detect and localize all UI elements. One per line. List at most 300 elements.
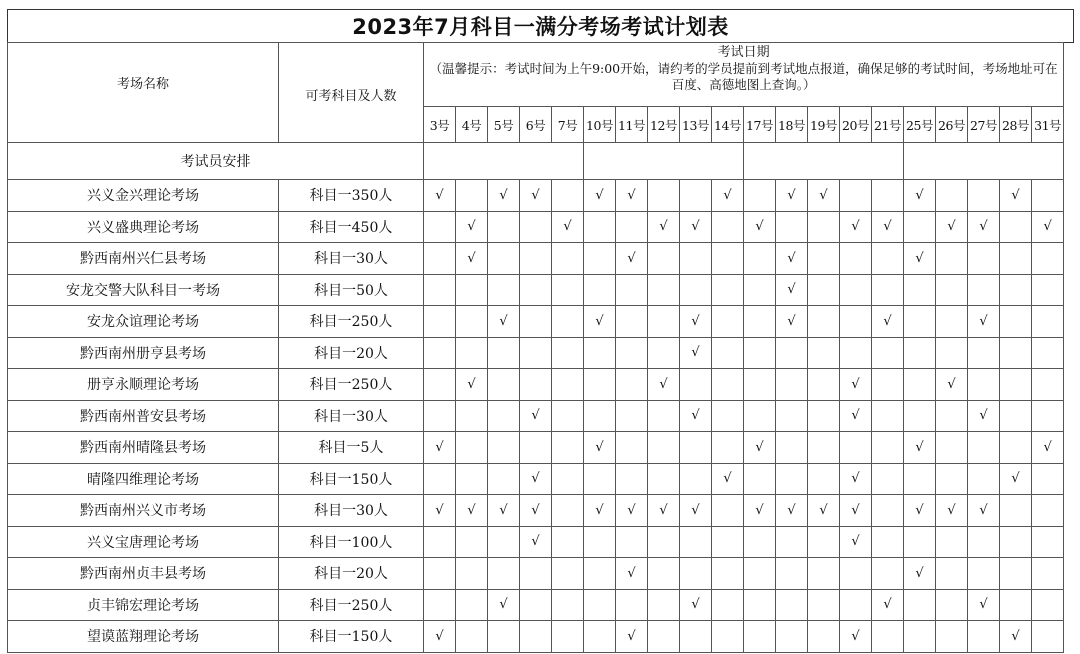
empty-cell — [616, 432, 648, 464]
check-mark: √ — [584, 432, 616, 464]
exam-schedule-table — [7, 42, 1064, 653]
empty-cell — [616, 337, 648, 369]
empty-cell — [712, 243, 744, 275]
empty-cell — [520, 369, 552, 401]
empty-cell — [1000, 337, 1032, 369]
day-header: 20号 — [840, 107, 872, 143]
empty-cell — [872, 432, 904, 464]
empty-cell — [520, 306, 552, 338]
check-mark: √ — [584, 180, 616, 212]
dates-title: 考试日期 — [717, 45, 770, 60]
empty-cell — [936, 306, 968, 338]
empty-cell — [968, 369, 1000, 401]
empty-cell — [712, 337, 744, 369]
empty-cell — [648, 526, 680, 558]
empty-cell — [808, 621, 840, 653]
empty-cell — [744, 243, 776, 275]
empty-cell — [712, 306, 744, 338]
empty-cell — [872, 526, 904, 558]
empty-cell — [904, 463, 936, 495]
venue-name: 安龙交警大队科目一考场 — [8, 274, 279, 306]
table-row — [8, 463, 1064, 495]
check-mark: √ — [456, 211, 488, 243]
empty-cell — [552, 495, 584, 527]
check-mark: √ — [840, 369, 872, 401]
venue-name: 黔西南州普安县考场 — [8, 400, 279, 432]
day-header: 28号 — [1000, 107, 1032, 143]
empty-cell — [936, 621, 968, 653]
empty-cell — [1032, 589, 1064, 621]
empty-cell — [584, 463, 616, 495]
empty-cell — [1000, 369, 1032, 401]
check-mark: √ — [1032, 211, 1064, 243]
empty-cell — [1032, 274, 1064, 306]
check-mark: √ — [968, 589, 1000, 621]
arrangement-cell — [424, 143, 584, 180]
empty-cell — [488, 337, 520, 369]
day-header: 4号 — [456, 107, 488, 143]
empty-cell — [520, 274, 552, 306]
empty-cell — [712, 558, 744, 590]
dates-note: （温馨提示：考试时间为上午9:00开始，请约考的学员提前到考试地点报道，确保足够的考试时间，考场地址可在百度、高德地图上查询。） — [429, 61, 1058, 92]
check-mark: √ — [776, 495, 808, 527]
venue-name: 黔西南州兴义市考场 — [8, 495, 279, 527]
check-mark: √ — [424, 432, 456, 464]
empty-cell — [424, 558, 456, 590]
empty-cell — [840, 558, 872, 590]
empty-cell — [488, 558, 520, 590]
empty-cell — [744, 463, 776, 495]
day-header: 17号 — [744, 107, 776, 143]
empty-cell — [904, 274, 936, 306]
table-row — [8, 526, 1064, 558]
empty-cell — [744, 369, 776, 401]
check-mark: √ — [424, 495, 456, 527]
check-mark: √ — [1000, 621, 1032, 653]
empty-cell — [904, 621, 936, 653]
check-mark: √ — [584, 495, 616, 527]
empty-cell — [1000, 589, 1032, 621]
venue-name: 黔西南州兴仁县考场 — [8, 243, 279, 275]
empty-cell — [456, 621, 488, 653]
check-mark: √ — [840, 495, 872, 527]
check-mark: √ — [424, 180, 456, 212]
empty-cell — [712, 589, 744, 621]
empty-cell — [424, 337, 456, 369]
empty-cell — [456, 463, 488, 495]
check-mark: √ — [872, 589, 904, 621]
empty-cell — [776, 589, 808, 621]
empty-cell — [712, 495, 744, 527]
subject-count: 科目一250人 — [279, 369, 424, 401]
venue-name: 册亨永顺理论考场 — [8, 369, 279, 401]
empty-cell — [808, 369, 840, 401]
empty-cell — [552, 274, 584, 306]
check-mark: √ — [904, 558, 936, 590]
check-mark: √ — [584, 306, 616, 338]
table-row — [8, 369, 1064, 401]
check-mark: √ — [648, 495, 680, 527]
day-header: 27号 — [968, 107, 1000, 143]
check-mark: √ — [648, 211, 680, 243]
empty-cell — [456, 306, 488, 338]
empty-cell — [488, 400, 520, 432]
check-mark: √ — [456, 495, 488, 527]
empty-cell — [552, 621, 584, 653]
venue-name: 安龙众谊理论考场 — [8, 306, 279, 338]
day-header: 31号 — [1032, 107, 1064, 143]
empty-cell — [552, 337, 584, 369]
empty-cell — [680, 274, 712, 306]
subject-count: 科目一30人 — [279, 400, 424, 432]
header-row — [8, 43, 1064, 107]
empty-cell — [424, 243, 456, 275]
empty-cell — [808, 274, 840, 306]
empty-cell — [872, 180, 904, 212]
empty-cell — [872, 369, 904, 401]
check-mark: √ — [744, 211, 776, 243]
table-row — [8, 495, 1064, 527]
check-mark: √ — [840, 526, 872, 558]
subject-count: 科目一450人 — [279, 211, 424, 243]
subject-count: 科目一250人 — [279, 306, 424, 338]
empty-cell — [552, 243, 584, 275]
arrangement-row — [8, 143, 1064, 180]
empty-cell — [872, 558, 904, 590]
empty-cell — [904, 400, 936, 432]
empty-cell — [968, 180, 1000, 212]
empty-cell — [776, 621, 808, 653]
table-row — [8, 558, 1064, 590]
empty-cell — [1000, 526, 1032, 558]
empty-cell — [552, 589, 584, 621]
subject-count: 科目一150人 — [279, 463, 424, 495]
empty-cell — [840, 243, 872, 275]
day-header: 11号 — [616, 107, 648, 143]
empty-cell — [968, 432, 1000, 464]
check-mark: √ — [520, 180, 552, 212]
empty-cell — [488, 526, 520, 558]
table-row — [8, 621, 1064, 653]
check-mark: √ — [488, 495, 520, 527]
check-mark: √ — [456, 369, 488, 401]
empty-cell — [648, 243, 680, 275]
empty-cell — [456, 274, 488, 306]
empty-cell — [968, 526, 1000, 558]
empty-cell — [648, 589, 680, 621]
subject-count: 科目一150人 — [279, 621, 424, 653]
venue-name: 兴义宝唐理论考场 — [8, 526, 279, 558]
empty-cell — [1000, 495, 1032, 527]
empty-cell — [936, 558, 968, 590]
empty-cell — [1032, 400, 1064, 432]
check-mark: √ — [616, 495, 648, 527]
check-mark: √ — [776, 180, 808, 212]
empty-cell — [488, 369, 520, 401]
check-mark: √ — [936, 369, 968, 401]
check-mark: √ — [904, 495, 936, 527]
empty-cell — [456, 432, 488, 464]
page-title: 2023年7月科目一满分考场考试计划表 — [7, 9, 1074, 43]
empty-cell — [520, 589, 552, 621]
table-row — [8, 400, 1064, 432]
empty-cell — [936, 243, 968, 275]
empty-cell — [424, 211, 456, 243]
venue-name: 兴义金兴理论考场 — [8, 180, 279, 212]
empty-cell — [616, 463, 648, 495]
empty-cell — [552, 400, 584, 432]
empty-cell — [776, 400, 808, 432]
empty-cell — [648, 337, 680, 369]
venue-name: 黔西南州贞丰县考场 — [8, 558, 279, 590]
empty-cell — [584, 211, 616, 243]
empty-cell — [680, 432, 712, 464]
empty-cell — [488, 243, 520, 275]
empty-cell — [840, 432, 872, 464]
empty-cell — [1000, 432, 1032, 464]
table-row — [8, 432, 1064, 464]
empty-cell — [1000, 243, 1032, 275]
venue-name: 黔西南州册亨县考场 — [8, 337, 279, 369]
day-header: 19号 — [808, 107, 840, 143]
empty-cell — [808, 243, 840, 275]
empty-cell — [680, 369, 712, 401]
empty-cell — [808, 463, 840, 495]
empty-cell — [680, 526, 712, 558]
empty-cell — [936, 337, 968, 369]
empty-cell — [744, 621, 776, 653]
check-mark: √ — [616, 621, 648, 653]
check-mark: √ — [488, 589, 520, 621]
empty-cell — [616, 369, 648, 401]
empty-cell — [744, 558, 776, 590]
empty-cell — [1032, 337, 1064, 369]
empty-cell — [456, 526, 488, 558]
empty-cell — [424, 400, 456, 432]
arrangement-cell — [904, 143, 1064, 180]
empty-cell — [648, 274, 680, 306]
day-header: 7号 — [552, 107, 584, 143]
empty-cell — [712, 621, 744, 653]
empty-cell — [712, 432, 744, 464]
empty-cell — [712, 369, 744, 401]
empty-cell — [584, 589, 616, 621]
empty-cell — [776, 432, 808, 464]
empty-cell — [584, 621, 616, 653]
empty-cell — [552, 180, 584, 212]
check-mark: √ — [648, 369, 680, 401]
empty-cell — [1000, 306, 1032, 338]
empty-cell — [840, 306, 872, 338]
check-mark: √ — [616, 180, 648, 212]
subject-count: 科目一30人 — [279, 243, 424, 275]
check-mark: √ — [808, 180, 840, 212]
check-mark: √ — [840, 621, 872, 653]
table-row — [8, 274, 1064, 306]
empty-cell — [1032, 621, 1064, 653]
check-mark: √ — [904, 243, 936, 275]
empty-cell — [808, 306, 840, 338]
empty-cell — [936, 463, 968, 495]
empty-cell — [552, 558, 584, 590]
empty-cell — [584, 558, 616, 590]
check-mark: √ — [968, 211, 1000, 243]
empty-cell — [552, 306, 584, 338]
empty-cell — [872, 243, 904, 275]
empty-cell — [584, 274, 616, 306]
check-mark: √ — [520, 400, 552, 432]
empty-cell — [840, 180, 872, 212]
empty-cell — [936, 589, 968, 621]
empty-cell — [840, 337, 872, 369]
check-mark: √ — [936, 495, 968, 527]
check-mark: √ — [1000, 463, 1032, 495]
check-mark: √ — [488, 306, 520, 338]
empty-cell — [520, 211, 552, 243]
venue-name: 黔西南州晴隆县考场 — [8, 432, 279, 464]
empty-cell — [712, 526, 744, 558]
check-mark: √ — [1000, 180, 1032, 212]
check-mark: √ — [968, 495, 1000, 527]
check-mark: √ — [776, 306, 808, 338]
check-mark: √ — [808, 495, 840, 527]
table-row — [8, 243, 1064, 275]
subject-count: 科目一5人 — [279, 432, 424, 464]
check-mark: √ — [616, 558, 648, 590]
empty-cell — [424, 589, 456, 621]
empty-cell — [648, 558, 680, 590]
table-row — [8, 589, 1064, 621]
check-mark: √ — [520, 463, 552, 495]
empty-cell — [744, 337, 776, 369]
empty-cell — [872, 274, 904, 306]
check-mark: √ — [840, 400, 872, 432]
empty-cell — [744, 526, 776, 558]
day-header: 26号 — [936, 107, 968, 143]
table-row — [8, 306, 1064, 338]
check-mark: √ — [744, 432, 776, 464]
empty-cell — [744, 589, 776, 621]
empty-cell — [424, 526, 456, 558]
empty-cell — [968, 558, 1000, 590]
day-header: 21号 — [872, 107, 904, 143]
empty-cell — [936, 432, 968, 464]
check-mark: √ — [680, 337, 712, 369]
empty-cell — [808, 526, 840, 558]
subject-count: 科目一350人 — [279, 180, 424, 212]
empty-cell — [1032, 463, 1064, 495]
empty-cell — [744, 400, 776, 432]
check-mark: √ — [840, 211, 872, 243]
check-mark: √ — [936, 211, 968, 243]
empty-cell — [1000, 558, 1032, 590]
dates-header — [424, 43, 1064, 107]
empty-cell — [552, 432, 584, 464]
check-mark: √ — [712, 463, 744, 495]
empty-cell — [488, 621, 520, 653]
empty-cell — [904, 589, 936, 621]
check-mark: √ — [680, 211, 712, 243]
check-mark: √ — [744, 495, 776, 527]
check-mark: √ — [904, 180, 936, 212]
empty-cell — [872, 400, 904, 432]
subject-count: 科目一30人 — [279, 495, 424, 527]
empty-cell — [808, 337, 840, 369]
empty-cell — [968, 337, 1000, 369]
empty-cell — [808, 432, 840, 464]
empty-cell — [520, 243, 552, 275]
empty-cell — [936, 274, 968, 306]
venue-name: 兴义盛典理论考场 — [8, 211, 279, 243]
check-mark: √ — [680, 589, 712, 621]
empty-cell — [616, 306, 648, 338]
empty-cell — [872, 621, 904, 653]
table-row — [8, 211, 1064, 243]
empty-cell — [840, 274, 872, 306]
check-mark: √ — [456, 243, 488, 275]
empty-cell — [904, 211, 936, 243]
day-header: 5号 — [488, 107, 520, 143]
empty-cell — [872, 463, 904, 495]
empty-cell — [1032, 369, 1064, 401]
empty-cell — [584, 526, 616, 558]
empty-cell — [1032, 243, 1064, 275]
empty-cell — [744, 306, 776, 338]
empty-cell — [936, 180, 968, 212]
check-mark: √ — [1032, 432, 1064, 464]
empty-cell — [488, 274, 520, 306]
empty-cell — [520, 558, 552, 590]
empty-cell — [776, 526, 808, 558]
empty-cell — [424, 369, 456, 401]
empty-cell — [776, 211, 808, 243]
empty-cell — [840, 589, 872, 621]
subject-header: 可考科目及人数 — [279, 43, 424, 143]
check-mark: √ — [520, 526, 552, 558]
table-row — [8, 180, 1064, 212]
empty-cell — [552, 369, 584, 401]
arrangement-cell — [584, 143, 744, 180]
empty-cell — [424, 306, 456, 338]
empty-cell — [424, 274, 456, 306]
check-mark: √ — [776, 274, 808, 306]
empty-cell — [488, 463, 520, 495]
arrangement-label: 考试员安排 — [8, 143, 424, 180]
table-row — [8, 337, 1064, 369]
check-mark: √ — [680, 495, 712, 527]
empty-cell — [648, 621, 680, 653]
day-header: 13号 — [680, 107, 712, 143]
empty-cell — [808, 211, 840, 243]
empty-cell — [680, 243, 712, 275]
empty-cell — [584, 369, 616, 401]
empty-cell — [520, 337, 552, 369]
empty-cell — [776, 337, 808, 369]
check-mark: √ — [680, 400, 712, 432]
empty-cell — [552, 526, 584, 558]
check-mark: √ — [872, 306, 904, 338]
empty-cell — [616, 526, 648, 558]
empty-cell — [808, 589, 840, 621]
empty-cell — [648, 463, 680, 495]
empty-cell — [808, 400, 840, 432]
empty-cell — [648, 306, 680, 338]
day-header: 25号 — [904, 107, 936, 143]
empty-cell — [1000, 274, 1032, 306]
empty-cell — [808, 558, 840, 590]
check-mark: √ — [904, 432, 936, 464]
empty-cell — [456, 558, 488, 590]
